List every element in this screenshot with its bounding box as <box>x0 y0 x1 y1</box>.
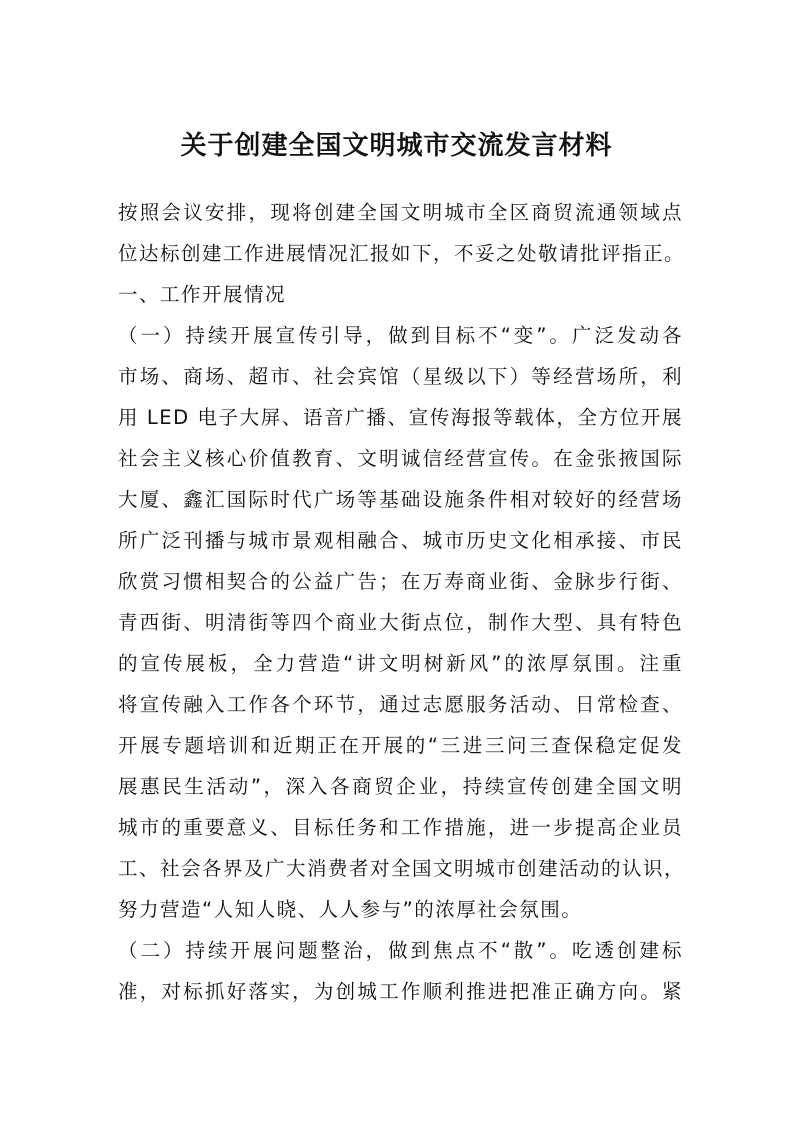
body-line: 的宣传展板，全力营造“讲文明树新风”的浓厚氛围。注重 <box>118 652 683 675</box>
body-line: 社会主义核心价值教育、文明诚信经营宣传。在金张掖国际 <box>118 447 683 470</box>
body-line: 准，对标抓好落实，为创城工作顺利推进把准正确方向。紧 <box>118 980 683 1003</box>
body-line: 所广泛刊播与城市景观相融合、城市历史文化相承接、市民 <box>118 529 683 552</box>
body-line: 开展专题培训和近期正在开展的“三进三问三查保稳定促发 <box>118 734 683 757</box>
body-line: 一、工作开展情况 <box>118 283 287 306</box>
body-line: （二）持续开展问题整治，做到焦点不“散”。吃透创建标 <box>118 939 683 962</box>
document-title: 关于创建全国文明城市交流发言材料 <box>180 131 613 161</box>
body-line: 工、社会各界及广大消费者对全国文明城市创建活动的认识， <box>118 857 686 880</box>
body-line: 青西街、明清街等四个商业大街点位，制作大型、具有特色 <box>118 611 683 634</box>
body-line: 位达标创建工作进展情况汇报如下，不妥之处敬请批评指正。 <box>118 242 686 265</box>
body-line: （一）持续开展宣传引导，做到目标不“变”。广泛发动各 <box>118 324 683 347</box>
body-line: 欣赏习惯相契合的公益广告；在万寿商业街、金脉步行街、 <box>118 570 683 593</box>
body-line: 大厦、鑫汇国际时代广场等基础设施条件相对较好的经营场 <box>118 488 683 511</box>
body-line: 努力营造“人知人晓、人人参与”的浓厚社会氛围。 <box>118 898 583 921</box>
document-body <box>118 192 686 1012</box>
body-line: 市场、商场、超市、社会宾馆（星级以下）等经营场所，利 <box>118 365 683 388</box>
body-line: 将宣传融入工作各个环节，通过志愿服务活动、日常检查、 <box>118 693 683 716</box>
body-line: 城市的重要意义、目标任务和工作措施，进一步提高企业员 <box>118 816 683 839</box>
body-line: 用 LED 电子大屏、语音广播、宣传海报等载体，全方位开展 <box>118 406 683 429</box>
body-line: 展惠民生活动”，深入各商贸企业，持续宣传创建全国文明 <box>118 775 683 798</box>
body-line: 按照会议安排，现将创建全国文明城市全区商贸流通领域点 <box>118 201 683 224</box>
